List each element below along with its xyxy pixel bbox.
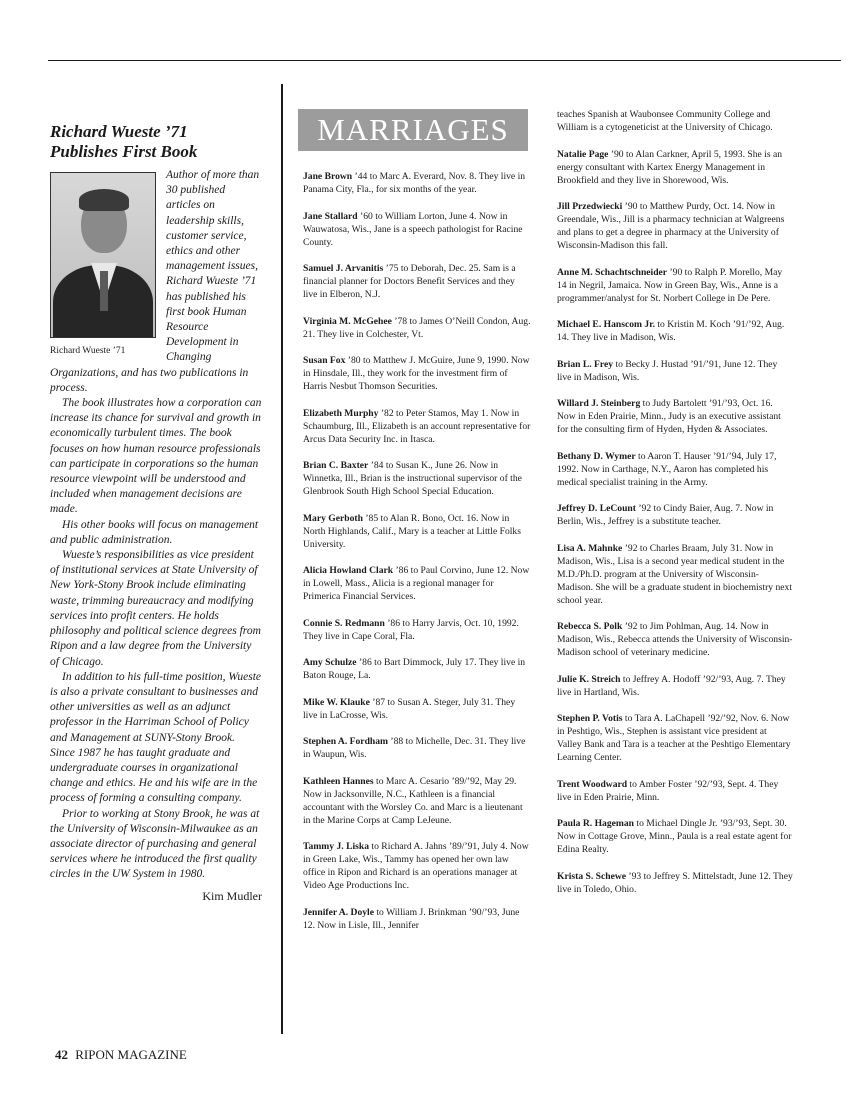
marriage-entry [557, 778, 793, 804]
entry-text: ’90 to Ralph P. Morello, May 14 in Negril, Jamaica. Now in Green Bay, Wis., Anne is a programmer/analyst for St. Norbert College in De Pere. [557, 266, 783, 304]
marriage-entry [557, 450, 793, 489]
entry-text: ’86 to Paul Corvino, June 12. Now in Lowell, Mass., Alicia is a regional manager for Primerica Financial Services. [303, 565, 530, 602]
entry-text: ’86 to Harry Jarvis, Oct. 10, 1992. They live in Cape Coral, Fla. [303, 617, 519, 642]
article-headline [50, 122, 262, 162]
entry-text: to Aaron T. Hauser ’91/’94, July 17, 1992. Now in Carthage, N.Y., Aaron has completed his medical specialist training in the Army. [557, 450, 777, 488]
entry-text: ’90 to Matthew Purdy, Oct. 14. Now in Greendale, Wis., Jill is a pharmacy technician at Walgreens and plans to get a degree in pharmacy at the University of Wisconsin-Madison this fall. [557, 201, 785, 251]
marriage-entry [557, 318, 793, 344]
entry-names: Jennifer A. Doyle [303, 906, 374, 918]
entry-names: Natalie Page [557, 148, 609, 160]
article-paragraph: In addition to his full-time position, Wueste is also a private consultant to businesses and other universities as well as an adjunct professor in the Harriman School of Policy and Management at SUNY-Stony Brook. Since 1987 he has taught graduate and undergraduate courses in organizational change and ethics. He and his wife are in the process of forming a consulting company. [50, 670, 262, 805]
entry-text: ’87 to Susan A. Steger, July 31. They live in LaCrosse, Wis. [303, 696, 516, 721]
marriage-entry [557, 397, 793, 436]
marriages-heading: MARRIAGES [298, 109, 528, 151]
entry-names: Brian L. Frey [557, 358, 614, 370]
marriage-entry [557, 817, 793, 856]
entry-names: Mary Gerboth [303, 512, 363, 524]
marriage-entry [303, 459, 531, 498]
marriage-entry [303, 840, 531, 892]
entry-text: ’90 to Alan Carkner, April 5, 1993. She is an energy consultant with Kartex Energy Management in Brookfield and they live in Shorewood, Wis. [557, 148, 783, 186]
entry-names: Willard J. Steinberg [557, 398, 641, 409]
entry-text: ’75 to Deborah, Dec. 25. Sam is a financial planner for Doctors Benefit Services and they live in Elberon, N.J. [303, 263, 516, 300]
entry-names: Susan Fox [303, 355, 346, 366]
entry-text: to William J. Brinkman ’90/’93, June 12. Now in Lisle, Ill., Jennifer [303, 906, 520, 931]
article-paragraph: Prior to working at Stony Brook, he was at the University of Wisconsin-Milwaukee as an associate director of purchasing and general services where he introduced the first quality circles in the UW System in 1980. [50, 807, 260, 881]
marriages-column-right [557, 108, 793, 909]
entry-names: Amy Schulze [303, 657, 357, 668]
entry-text: to Kristin M. Koch ’91/’92, Aug. 14. They live in Madison, Wis. [557, 319, 785, 343]
entry-text: ’78 to James O’Neill Condon, Aug. 21. They live in Colchester, Vt. [303, 315, 531, 340]
article-body [50, 168, 262, 904]
marriage-entry [303, 906, 531, 932]
entry-text: to Michael Dingle Jr. ’93/’93, Sept. 30. Now in Cottage Grove, Minn., Paula is a real estate agent for Edina Realty. [557, 818, 792, 855]
entry-text: ’88 to Michelle, Dec. 31. They live in Waupun, Wis. [303, 736, 526, 760]
headline-line-1: Richard Wueste ’71 [50, 122, 188, 141]
byline: Kim Mudler [202, 888, 262, 903]
entry-names: Bethany D. Wymer [557, 450, 636, 462]
marriage-entry [303, 735, 531, 761]
marriage-entry [557, 358, 793, 384]
article-paragraph: Wueste’s responsibilities as vice president of institutional services at State University of New York-Stony Brook include eliminating waste, trimming bureaucracy and modifying services into profit centers. He holds philosophy and political science degrees from Ripon and a law degree from the University of Chicago. [50, 549, 261, 668]
entry-text: ’93 to Jeffrey S. Mittelstadt, June 12. They live in Toledo, Ohio. [557, 870, 793, 895]
entry-text: to Becky J. Hustad ’91/’91, June 12. They live in Madison, Wis. [557, 358, 778, 383]
entry-names: Mike W. Klauke [303, 696, 370, 708]
article-paragraph: Author of more than 30 published articles on leadership skills, customer service, ethics and other management issues, Richard Wueste ’71 has published his first book Human Resource Development in Changing Organizations, and has two publications in process. [50, 169, 260, 394]
entry-names: Krista S. Schewe [557, 870, 627, 882]
entry-names: Rebecca S. Polk [557, 621, 623, 632]
entry-names: Lisa A. Mahnke [557, 542, 623, 554]
entry-names: Trent Woodward [557, 778, 628, 790]
entry-text: ’85 to Alan R. Bono, Oct. 16. Now in North Highlands, Calif., Mary is a teacher at Little Folks University. [303, 512, 521, 550]
top-rule [48, 60, 841, 61]
marriages-column-middle [303, 170, 531, 945]
author-photo-block [50, 172, 158, 359]
marriage-entry-continued: teaches Spanish at Waubonsee Community College and William is a cytogeneticist at the University of Chicago. [557, 109, 773, 133]
entry-text: to Judy Bartolett ’91/’93, Oct. 16. Now in Eden Prairie, Minn., Judy is an executive assistant for the consulting firm of Hyden, Hyden & Associates. [557, 398, 781, 435]
marriage-entry [303, 210, 531, 249]
entry-text: ’80 to Matthew J. McGuire, June 9, 1990. Now in Hinsdale, Ill., they work for the investment firm of Harris Nesbut Thomson Securities. [303, 355, 530, 392]
entry-text: ’92 to Charles Braam, July 31. Now in Madison, Wis., Lisa is a second year medical student in the M.D./Ph.D. program at the University of Wisconsin-Madison. She will be a graduate student in biochemistry next school year. [557, 542, 793, 606]
entry-names: Stephen P. Votis [557, 713, 623, 724]
marriage-entry [303, 696, 531, 722]
page-footer [55, 1047, 187, 1063]
marriage-entry [303, 315, 531, 341]
entry-names: Virginia M. McGehee [303, 315, 392, 327]
article-paragraph: His other books will focus on management and public administration. [50, 518, 259, 546]
column-divider [281, 84, 283, 1034]
entry-text: to Jeffrey A. Hodoff ’92/’93, Aug. 7. They live in Hartland, Wis. [557, 673, 786, 698]
magazine-name: RIPON MAGAZINE [75, 1047, 187, 1062]
entry-names: Julie K. Streich [557, 673, 621, 685]
entry-text: ’92 to Cindy Baier, Aug. 7. Now in Berlin, Wis., Jeffrey is a substitute teacher. [557, 503, 774, 527]
entry-names: Michael E. Hanscom Jr. [557, 319, 655, 330]
entry-text: to Amber Foster ’92/’93, Sept. 4. They live in Eden Prairie, Minn. [557, 778, 779, 803]
entry-names: Stephen A. Fordham [303, 736, 389, 747]
marriage-entry [303, 617, 531, 643]
entry-text: ’86 to Bart Dimmock, July 17. They live in Baton Rouge, La. [303, 657, 526, 681]
entry-names: Tammy J. Liska [303, 841, 370, 852]
entry-names: Jeffrey D. LeCount [557, 503, 636, 514]
author-photo [50, 172, 156, 338]
marriage-entry [557, 200, 793, 252]
marriage-entry [557, 620, 793, 659]
photo-caption: Richard Wueste ’71 [50, 346, 126, 356]
entry-text: ’84 to Susan K., June 26. Now in Winnetka, Ill., Brian is the instructional supervisor of the Glenbrook South High School Special Education. [303, 460, 522, 497]
page-number: 42 [55, 1047, 68, 1062]
marriage-entry [303, 775, 531, 827]
entry-text: ’92 to Jim Pohlman, Aug. 14. Now in Madison, Wis., Rebecca attends the University of Wisconsin-Madison school of veterinary medicine. [557, 621, 793, 658]
marriage-entry [557, 673, 793, 699]
article [50, 122, 262, 904]
article-paragraph: The book illustrates how a corporation can increase its chance for survival and growth in economically turbulent times. The book focuses on how human resource professionals can participate in corporations so the human resource viewpoint will be understood and included when management decisions are made. [50, 397, 262, 516]
entry-names: Kathleen Hannes [303, 775, 374, 787]
entry-names: Connie S. Redmann [303, 617, 385, 629]
marriage-entry [557, 542, 793, 607]
entry-text: ’82 to Peter Stamos, May 1. Now in Schaumburg, Ill., Elizabeth is an account representative for Arcus Data Security Inc. in Itasca. [303, 407, 531, 445]
entry-names: Elizabeth Murphy [303, 407, 379, 419]
marriage-entry [557, 148, 793, 187]
entry-text: to Marc A. Cesario ’89/’92, May 29. Now in Jacksonville, N.C., Kathleen is a financial accountant with the Worsley Co. and Marc is a lieutenant in the Marine Corps at Camp LeJeune. [303, 775, 523, 826]
headline-line-2: Publishes First Book [50, 142, 198, 161]
marriage-entry [303, 512, 531, 551]
marriage-entry [557, 266, 793, 305]
marriage-entry [303, 407, 531, 446]
marriage-entry [303, 564, 531, 603]
marriage-entry [557, 870, 793, 896]
entry-names: Samuel J. Arvanitis [303, 263, 384, 274]
entry-text: ’60 to William Lorton, June 4. Now in Wauwatosa, Wis., Jane is a speech pathologist for Racine County. [303, 210, 523, 248]
entry-names: Alicia Howland Clark [303, 565, 394, 576]
marriage-entry [303, 170, 531, 196]
entry-text: to Richard A. Jahns ’89/’91, July 4. Now in Green Lake, Wis., Tammy has opened her own law office in Ripon and Richard is an operations manager at Video Age Productions Inc. [303, 841, 529, 891]
entry-names: Anne M. Schachtschneider [557, 266, 668, 278]
entry-text: to Tara A. LaChapell ’92/’92, Nov. 6. Now in Peshtigo, Wis., Stephen is assistant vice president at Valley Bank and Tara is a teacher at the Peshtigo Elementary Learning Center. [557, 713, 791, 763]
marriage-entry [557, 712, 793, 764]
entry-names: Jane Stallard [303, 210, 358, 222]
marriage-entry [303, 354, 531, 393]
entry-text: ’44 to Marc A. Everard, Nov. 8. They live in Panama City, Fla., for six months of the year. [303, 171, 526, 195]
entry-names: Jane Brown [303, 171, 353, 182]
marriage-entry [303, 656, 531, 682]
marriage-entry [303, 262, 531, 301]
entry-names: Jill Przedwiecki [557, 201, 623, 212]
entry-names: Brian C. Baxter [303, 460, 369, 471]
marriage-entry [557, 502, 793, 528]
entry-names: Paula R. Hageman [557, 818, 635, 829]
